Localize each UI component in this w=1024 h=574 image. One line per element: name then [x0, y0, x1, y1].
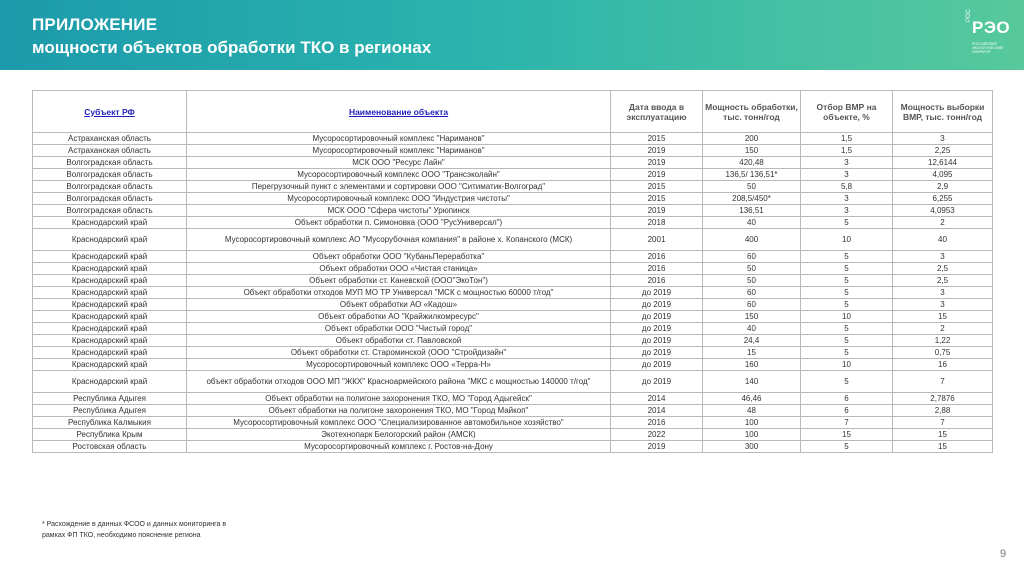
- object-name-cell: Мусоросортировочный комплекс "Нариманов": [187, 145, 611, 157]
- region-cell: Волгоградская область: [33, 169, 187, 181]
- recyclables-capacity-cell: 2,88: [893, 405, 993, 417]
- region-cell: Краснодарский край: [33, 229, 187, 251]
- region-cell: Краснодарский край: [33, 323, 187, 335]
- processing-capacity-cell: 150: [703, 311, 801, 323]
- processing-capacity-cell: 40: [703, 217, 801, 229]
- commission-date-cell: 2014: [611, 393, 703, 405]
- processing-capacity-cell: 50: [703, 275, 801, 287]
- processing-capacity-cell: 100: [703, 417, 801, 429]
- object-name-cell: Мусоросортировочный комплекс г. Ростов-на-Дону: [187, 441, 611, 453]
- commission-date-cell: 2019: [611, 205, 703, 217]
- object-name-cell: объект обработки отходов ООО МП "ЖКХ" Красноармейского района "МКС с мощностью 140000 т/год": [187, 371, 611, 393]
- recyclables-share-cell: 5: [801, 335, 893, 347]
- recyclables-capacity-cell: 7: [893, 417, 993, 429]
- table-row: [33, 311, 993, 323]
- object-name-cell: Мусоросортировочный комплекс ООО "Специализированное автомобильное хозяйство": [187, 417, 611, 429]
- processing-capacity-cell: 46,46: [703, 393, 801, 405]
- commission-date-cell: 2019: [611, 169, 703, 181]
- logo-side-text: РОС: [966, 9, 972, 22]
- recyclables-share-cell: 5: [801, 217, 893, 229]
- recyclables-capacity-cell: 4,095: [893, 169, 993, 181]
- recyclables-share-cell: 3: [801, 193, 893, 205]
- recyclables-share-cell: 5: [801, 371, 893, 393]
- region-cell: Ростовская область: [33, 441, 187, 453]
- recyclables-share-cell: 5: [801, 323, 893, 335]
- column-header-object-name[interactable]: Наименование объекта: [187, 91, 611, 133]
- object-name-cell: Объект обработки ст. Каневской (ООО"ЭкоТон"): [187, 275, 611, 287]
- region-cell: Республика Адыгея: [33, 405, 187, 417]
- recyclables-share-cell: 5: [801, 263, 893, 275]
- object-name-cell: Перегрузочный пункт с элементами и сортировки ООО "Ситиматик-Волгоград": [187, 181, 611, 193]
- region-cell: Краснодарский край: [33, 217, 187, 229]
- table-row: [33, 429, 993, 441]
- commission-date-cell: 2016: [611, 251, 703, 263]
- table-row: [33, 133, 993, 145]
- object-name-cell: Мусоросортировочный комплекс АО "Мусорубочная компания" в районе х. Копанского (МСК): [187, 229, 611, 251]
- processing-capacity-cell: 136,5/ 136,51*: [703, 169, 801, 181]
- processing-capacity-cell: 60: [703, 299, 801, 311]
- page-title: ПРИЛОЖЕНИЕ: [32, 15, 158, 34]
- processing-capacity-cell: 24,4: [703, 335, 801, 347]
- processing-capacity-cell: 50: [703, 181, 801, 193]
- recyclables-share-cell: 7: [801, 417, 893, 429]
- object-name-cell: Объект обработки ст. Павловской: [187, 335, 611, 347]
- processing-capacity-cell: 40: [703, 323, 801, 335]
- recyclables-capacity-cell: 3: [893, 251, 993, 263]
- recyclables-share-cell: 5: [801, 287, 893, 299]
- recyclables-share-cell: 5: [801, 347, 893, 359]
- capacity-table: [32, 90, 993, 453]
- table-row: [33, 299, 993, 311]
- commission-date-cell: 2018: [611, 217, 703, 229]
- recyclables-share-cell: 15: [801, 429, 893, 441]
- processing-capacity-cell: 60: [703, 287, 801, 299]
- logo-main-text: РЭО: [972, 18, 1011, 37]
- object-name-cell: Мусоросортировочный комплекс ООО "Трансэколайн": [187, 169, 611, 181]
- table-row: [33, 145, 993, 157]
- recyclables-share-cell: 5: [801, 299, 893, 311]
- table-row: [33, 181, 993, 193]
- table-body: [33, 133, 993, 453]
- processing-capacity-cell: 15: [703, 347, 801, 359]
- footnote: * Расхождение в данных ФСОО и данных мониторинга в рамках ФП ТКО, необходимо пояснение региона: [42, 521, 227, 539]
- region-cell: Астраханская область: [33, 145, 187, 157]
- commission-date-cell: до 2019: [611, 359, 703, 371]
- processing-capacity-cell: 48: [703, 405, 801, 417]
- recyclables-capacity-cell: 15: [893, 429, 993, 441]
- commission-date-cell: 2016: [611, 417, 703, 429]
- table-row: [33, 169, 993, 181]
- commission-date-cell: 2001: [611, 229, 703, 251]
- table-row: [33, 287, 993, 299]
- commission-date-cell: до 2019: [611, 287, 703, 299]
- recyclables-capacity-cell: 6,255: [893, 193, 993, 205]
- object-name-cell: Объект обработки ст. Староминской (ООО "Стройдизайн": [187, 347, 611, 359]
- commission-date-cell: 2014: [611, 405, 703, 417]
- recyclables-capacity-cell: 7: [893, 371, 993, 393]
- recyclables-share-cell: 1,5: [801, 133, 893, 145]
- table-row: [33, 251, 993, 263]
- processing-capacity-cell: 50: [703, 263, 801, 275]
- processing-capacity-cell: 400: [703, 229, 801, 251]
- object-name-cell: МСК ООО "Ресурс Лайн": [187, 157, 611, 169]
- commission-date-cell: 2015: [611, 181, 703, 193]
- table-row: [33, 217, 993, 229]
- processing-capacity-cell: 208,5/450*: [703, 193, 801, 205]
- object-name-cell: Объект обработки п. Симоновка (ООО "РусУниверсал"): [187, 217, 611, 229]
- recyclables-capacity-cell: 2,9: [893, 181, 993, 193]
- recyclables-capacity-cell: 2: [893, 323, 993, 335]
- processing-capacity-cell: 420,48: [703, 157, 801, 169]
- recyclables-share-cell: 3: [801, 157, 893, 169]
- table-row: [33, 275, 993, 287]
- recyclables-capacity-cell: 1,22: [893, 335, 993, 347]
- logo-caption: РОССИЙСКИЙ ЭКОЛОГИЧЕСКИЙ ОПЕРАТОР: [972, 42, 1003, 54]
- commission-date-cell: до 2019: [611, 299, 703, 311]
- recyclables-share-cell: 5: [801, 441, 893, 453]
- object-name-cell: Объект обработки отходов МУП МО ТР Универсал "МСК с мощностью 60000 т/год": [187, 287, 611, 299]
- commission-date-cell: 2016: [611, 275, 703, 287]
- processing-capacity-cell: 160: [703, 359, 801, 371]
- processing-capacity-cell: 150: [703, 145, 801, 157]
- recyclables-share-cell: 6: [801, 405, 893, 417]
- page-subtitle: мощности объектов обработки ТКО в регионах: [32, 38, 432, 57]
- table-row: [33, 193, 993, 205]
- recyclables-share-cell: 5: [801, 275, 893, 287]
- recyclables-capacity-cell: 15: [893, 311, 993, 323]
- recyclables-share-cell: 10: [801, 359, 893, 371]
- column-header-processing-capacity: Мощность обработки, тыс. тонн/год: [703, 91, 801, 133]
- region-cell: Республика Крым: [33, 429, 187, 441]
- table-header-row: [33, 91, 993, 133]
- region-cell: Краснодарский край: [33, 299, 187, 311]
- region-cell: Волгоградская область: [33, 193, 187, 205]
- recyclables-capacity-cell: 3: [893, 287, 993, 299]
- column-header-recyclables-capacity: Мощность выборки ВМР, тыс. тонн/год: [893, 91, 993, 133]
- region-cell: Краснодарский край: [33, 311, 187, 323]
- page-number: 9: [1000, 548, 1007, 560]
- commission-date-cell: 2019: [611, 157, 703, 169]
- region-cell: Краснодарский край: [33, 347, 187, 359]
- region-cell: Краснодарский край: [33, 263, 187, 275]
- object-name-cell: Объект обработки АО "Крайжилкомресурс": [187, 311, 611, 323]
- region-cell: Волгоградская область: [33, 205, 187, 217]
- column-header-recyclables-share: Отбор ВМР на объекте, %: [801, 91, 893, 133]
- commission-date-cell: 2016: [611, 263, 703, 275]
- region-cell: Волгоградская область: [33, 181, 187, 193]
- commission-date-cell: до 2019: [611, 335, 703, 347]
- recyclables-capacity-cell: 2: [893, 217, 993, 229]
- column-header-commission-date: Дата ввода в эксплуатацию: [611, 91, 703, 133]
- recyclables-capacity-cell: 16: [893, 359, 993, 371]
- commission-date-cell: до 2019: [611, 371, 703, 393]
- commission-date-cell: до 2019: [611, 347, 703, 359]
- object-name-cell: Объект обработки АО «Кадош»: [187, 299, 611, 311]
- processing-capacity-cell: 136,51: [703, 205, 801, 217]
- recyclables-share-cell: 3: [801, 169, 893, 181]
- recyclables-share-cell: 6: [801, 393, 893, 405]
- object-name-cell: Экотехнопарк Белогорский район (АМСК): [187, 429, 611, 441]
- object-name-cell: Мусоросортировочный комплекс "Нариманов": [187, 133, 611, 145]
- commission-date-cell: 2019: [611, 441, 703, 453]
- recyclables-share-cell: 10: [801, 229, 893, 251]
- processing-capacity-cell: 300: [703, 441, 801, 453]
- object-name-cell: Объект обработки ООО "КубаньПереработка": [187, 251, 611, 263]
- table-row: [33, 157, 993, 169]
- column-header-region[interactable]: Субъект РФ: [33, 91, 187, 133]
- region-cell: Краснодарский край: [33, 275, 187, 287]
- recyclables-capacity-cell: 4,0953: [893, 205, 993, 217]
- recyclables-share-cell: 5,8: [801, 181, 893, 193]
- recyclables-capacity-cell: 2,5: [893, 275, 993, 287]
- processing-capacity-cell: 200: [703, 133, 801, 145]
- table-row: [33, 323, 993, 335]
- recyclables-capacity-cell: 12,6144: [893, 157, 993, 169]
- commission-date-cell: 2015: [611, 193, 703, 205]
- table-row: [33, 417, 993, 429]
- table-row: [33, 405, 993, 417]
- recyclables-capacity-cell: 40: [893, 229, 993, 251]
- commission-date-cell: до 2019: [611, 323, 703, 335]
- object-name-cell: МСК ООО "Сфера чистоты" Урюпинск: [187, 205, 611, 217]
- object-name-cell: Объект обработки на полигоне захоронения ТКО, МО "Город Адыгейск": [187, 393, 611, 405]
- recyclables-share-cell: 5: [801, 251, 893, 263]
- region-cell: Волгоградская область: [33, 157, 187, 169]
- recyclables-share-cell: 10: [801, 311, 893, 323]
- recyclables-capacity-cell: 3: [893, 299, 993, 311]
- header-banner: [0, 0, 1024, 70]
- region-cell: Краснодарский край: [33, 371, 187, 393]
- table-row: [33, 229, 993, 251]
- recyclables-capacity-cell: 2,5: [893, 263, 993, 275]
- table-row: [33, 205, 993, 217]
- table-row: [33, 441, 993, 453]
- recyclables-capacity-cell: 2,25: [893, 145, 993, 157]
- recyclables-share-cell: 3: [801, 205, 893, 217]
- table-row: [33, 263, 993, 275]
- table-row: [33, 347, 993, 359]
- region-cell: Астраханская область: [33, 133, 187, 145]
- reo-logo: [966, 9, 1018, 60]
- object-name-cell: Объект обработки ООО "Чистый город": [187, 323, 611, 335]
- object-name-cell: Мусоросортировочный комплекс ООО «Терра-Н»: [187, 359, 611, 371]
- processing-capacity-cell: 100: [703, 429, 801, 441]
- table-row: [33, 371, 993, 393]
- region-cell: Краснодарский край: [33, 335, 187, 347]
- recyclables-capacity-cell: 15: [893, 441, 993, 453]
- commission-date-cell: 2022: [611, 429, 703, 441]
- recyclables-share-cell: 1,5: [801, 145, 893, 157]
- processing-capacity-cell: 140: [703, 371, 801, 393]
- table-row: [33, 393, 993, 405]
- object-name-cell: Объект обработки ООО «Чистая станица»: [187, 263, 611, 275]
- commission-date-cell: до 2019: [611, 311, 703, 323]
- region-cell: Краснодарский край: [33, 359, 187, 371]
- object-name-cell: Объект обработки на полигоне захоронения ТКО, МО "Город Майкоп": [187, 405, 611, 417]
- region-cell: Республика Калмыкия: [33, 417, 187, 429]
- commission-date-cell: 2015: [611, 133, 703, 145]
- commission-date-cell: 2019: [611, 145, 703, 157]
- region-cell: Краснодарский край: [33, 287, 187, 299]
- table-row: [33, 359, 993, 371]
- recyclables-capacity-cell: 3: [893, 133, 993, 145]
- processing-capacity-cell: 60: [703, 251, 801, 263]
- table-row: [33, 335, 993, 347]
- object-name-cell: Мусоросортировочный комплекс ООО "Индустрия чистоты": [187, 193, 611, 205]
- region-cell: Краснодарский край: [33, 251, 187, 263]
- recyclables-capacity-cell: 0,75: [893, 347, 993, 359]
- region-cell: Республика Адыгея: [33, 393, 187, 405]
- recyclables-capacity-cell: 2,7876: [893, 393, 993, 405]
